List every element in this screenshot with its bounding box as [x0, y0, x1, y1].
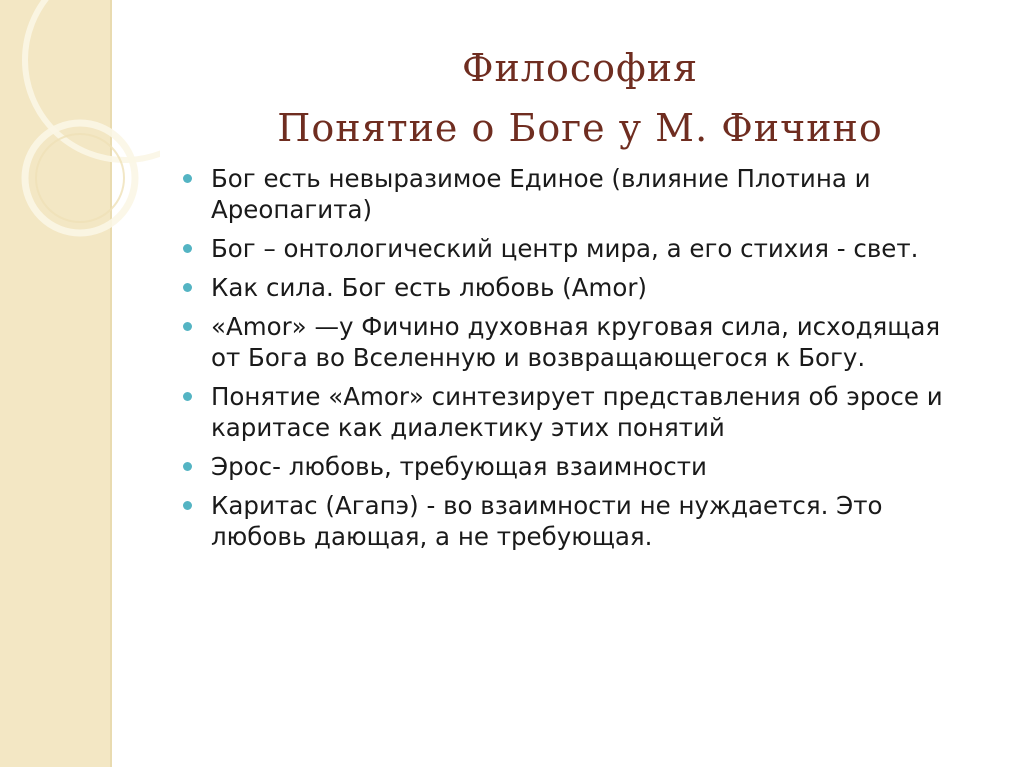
bullet-dot-icon [183, 392, 192, 401]
bullet-item [178, 381, 968, 443]
bullet-text: «Amor» —у Фичино духовная круговая сила, исходящая от Бога во Вселенную и возвращающегося к Богу. [211, 312, 941, 372]
bullet-text: Как сила. Бог есть любовь (Amor) [211, 273, 647, 302]
bullet-item [178, 233, 968, 264]
bullet-dot-icon [183, 244, 192, 253]
bullet-dot-icon [183, 322, 192, 331]
bullet-text: Бог – онтологический центр мира, а его стихия - свет. [211, 234, 919, 263]
bullet-dot-icon [183, 283, 192, 292]
bullet-text: Эрос- любовь, требующая взаимности [211, 452, 707, 481]
bullet-text: Бог есть невыразимое Единое (влияние Плотина и Ареопагита) [211, 164, 871, 224]
bullet-item [178, 490, 968, 552]
bullet-item [178, 311, 968, 373]
slide-title [200, 38, 960, 158]
bullet-list [178, 163, 968, 560]
bullet-item [178, 451, 968, 482]
bullet-text: Понятие «Amor» синтезирует представления об эросе и каритасе как диалектику этих понятий [211, 382, 943, 442]
bullet-dot-icon [183, 462, 192, 471]
bullet-text: Каритас (Агапэ) - во взаимности не нуждается. Это любовь дающая, а не требующая. [211, 491, 883, 551]
decorative-circle-small [25, 123, 135, 233]
title-line-2: Понятие о Боге у М. Фичино [277, 106, 883, 150]
bullet-dot-icon [183, 501, 192, 510]
title-line-1: Философия [461, 46, 699, 90]
bullet-item [178, 163, 968, 225]
bullet-item [178, 272, 968, 303]
bullet-dot-icon [183, 174, 192, 183]
decorative-circles [0, 0, 160, 300]
